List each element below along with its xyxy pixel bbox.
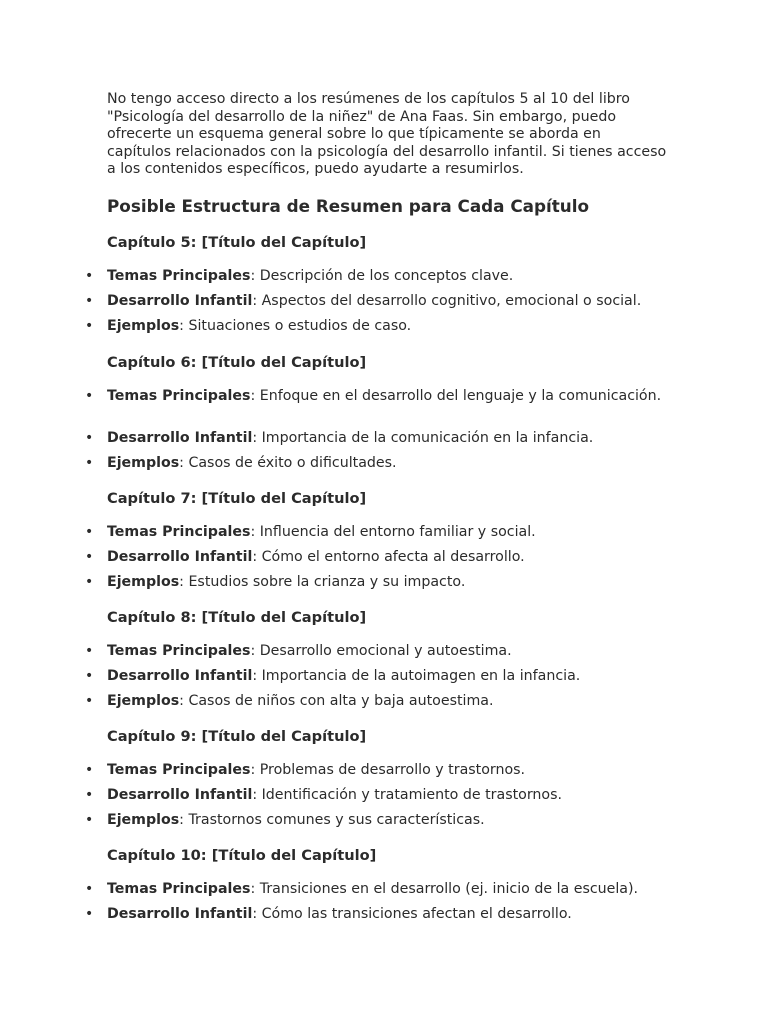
bullet-icon: •: [85, 430, 94, 446]
list-item: [85, 268, 667, 286]
item-term: Desarrollo Infantil: [107, 787, 253, 803]
list-item: [85, 693, 667, 711]
item-text: : Desarrollo emocional y autoestima.: [250, 643, 512, 659]
item-text: : Cómo las transiciones afectan el desarrollo.: [252, 906, 572, 922]
item-text: : Estudios sobre la crianza y su impacto.: [179, 574, 466, 590]
item-text: : Transiciones en el desarrollo (ej. inicio de la escuela).: [250, 881, 639, 897]
item-term: Desarrollo Infantil: [107, 668, 253, 684]
item-term: Desarrollo Infantil: [107, 549, 253, 565]
bullet-icon: •: [85, 881, 94, 897]
list-item: [85, 524, 667, 542]
main-heading: Posible Estructura de Resumen para Cada Capítulo: [107, 196, 589, 216]
item-term: Desarrollo Infantil: [107, 906, 253, 922]
item-text: : Descripción de los conceptos clave.: [250, 268, 514, 284]
bullet-icon: •: [85, 787, 94, 803]
list-item: [85, 787, 667, 805]
list-item: [85, 549, 667, 567]
list-item: [85, 668, 667, 686]
bullet-icon: •: [85, 693, 94, 709]
chapter-title: Capítulo 6: [Título del Capítulo]: [107, 354, 367, 371]
list-item: [85, 574, 667, 592]
bullet-icon: •: [85, 318, 94, 334]
bullet-icon: •: [85, 549, 94, 565]
item-text: : Problemas de desarrollo y trastornos.: [250, 762, 526, 778]
list-item: [85, 881, 667, 899]
list-item: [85, 293, 667, 311]
item-text: : Trastornos comunes y sus características.: [179, 812, 485, 828]
item-term: Temas Principales: [107, 524, 251, 540]
item-text: : Enfoque en el desarrollo del lenguaje y la comunicación.: [250, 388, 662, 404]
item-text: : Importancia de la autoimagen en la infancia.: [252, 668, 581, 684]
item-term: Desarrollo Infantil: [107, 293, 253, 309]
item-term: Desarrollo Infantil: [107, 430, 253, 446]
bullet-icon: •: [85, 906, 94, 922]
item-term: Ejemplos: [107, 455, 180, 471]
list-item: [85, 812, 667, 830]
item-text: : Importancia de la comunicación en la infancia.: [252, 430, 594, 446]
list-item: [85, 643, 667, 661]
item-term: Temas Principales: [107, 388, 251, 404]
chapter-title: Capítulo 8: [Título del Capítulo]: [107, 609, 367, 626]
bullet-icon: •: [85, 762, 94, 778]
bullet-icon: •: [85, 524, 94, 540]
list-item: [85, 762, 667, 780]
item-term: Temas Principales: [107, 881, 251, 897]
item-text: : Cómo el entorno afecta al desarrollo.: [252, 549, 525, 565]
chapter-title: Capítulo 10: [Título del Capítulo]: [107, 847, 377, 864]
item-term: Temas Principales: [107, 762, 251, 778]
bullet-icon: •: [85, 668, 94, 684]
list-item: [85, 318, 667, 336]
chapter-title: Capítulo 9: [Título del Capítulo]: [107, 728, 367, 745]
bullet-icon: •: [85, 293, 94, 309]
item-text: : Identificación y tratamiento de trastornos.: [252, 787, 562, 803]
list-item: [85, 455, 667, 473]
intro-paragraph: No tengo acceso directo a los resúmenes de los capítulos 5 al 10 del libro "Psicología del desarrollo de la niñez" de Ana Faas. Sin embargo, puedo ofrecerte un esquema general sobre lo que típicamente se aborda en capítulos relacionados con la psicología del desarrollo infantil. Si tienes acceso a los contenidos específicos, puedo ayudarte a resumirlos.: [107, 91, 667, 177]
list-item: [85, 388, 667, 406]
item-text: : Situaciones o estudios de caso.: [179, 318, 412, 334]
bullet-icon: •: [85, 574, 94, 590]
chapter-title: Capítulo 5: [Título del Capítulo]: [107, 234, 367, 251]
item-text: : Casos de niños con alta y baja autoestima.: [179, 693, 494, 709]
item-term: Ejemplos: [107, 812, 180, 828]
item-term: Temas Principales: [107, 643, 251, 659]
chapter-title: Capítulo 7: [Título del Capítulo]: [107, 490, 367, 507]
bullet-icon: •: [85, 388, 94, 404]
item-text: : Influencia del entorno familiar y social.: [250, 524, 536, 540]
item-text: : Casos de éxito o dificultades.: [179, 455, 397, 471]
item-term: Temas Principales: [107, 268, 251, 284]
bullet-icon: •: [85, 455, 94, 471]
item-text: : Aspectos del desarrollo cognitivo, emocional o social.: [252, 293, 642, 309]
list-item: [85, 906, 667, 924]
item-term: Ejemplos: [107, 318, 180, 334]
bullet-icon: •: [85, 812, 94, 828]
bullet-icon: •: [85, 268, 94, 284]
item-term: Ejemplos: [107, 574, 180, 590]
item-term: Ejemplos: [107, 693, 180, 709]
bullet-icon: •: [85, 643, 94, 659]
list-item: [85, 430, 667, 448]
